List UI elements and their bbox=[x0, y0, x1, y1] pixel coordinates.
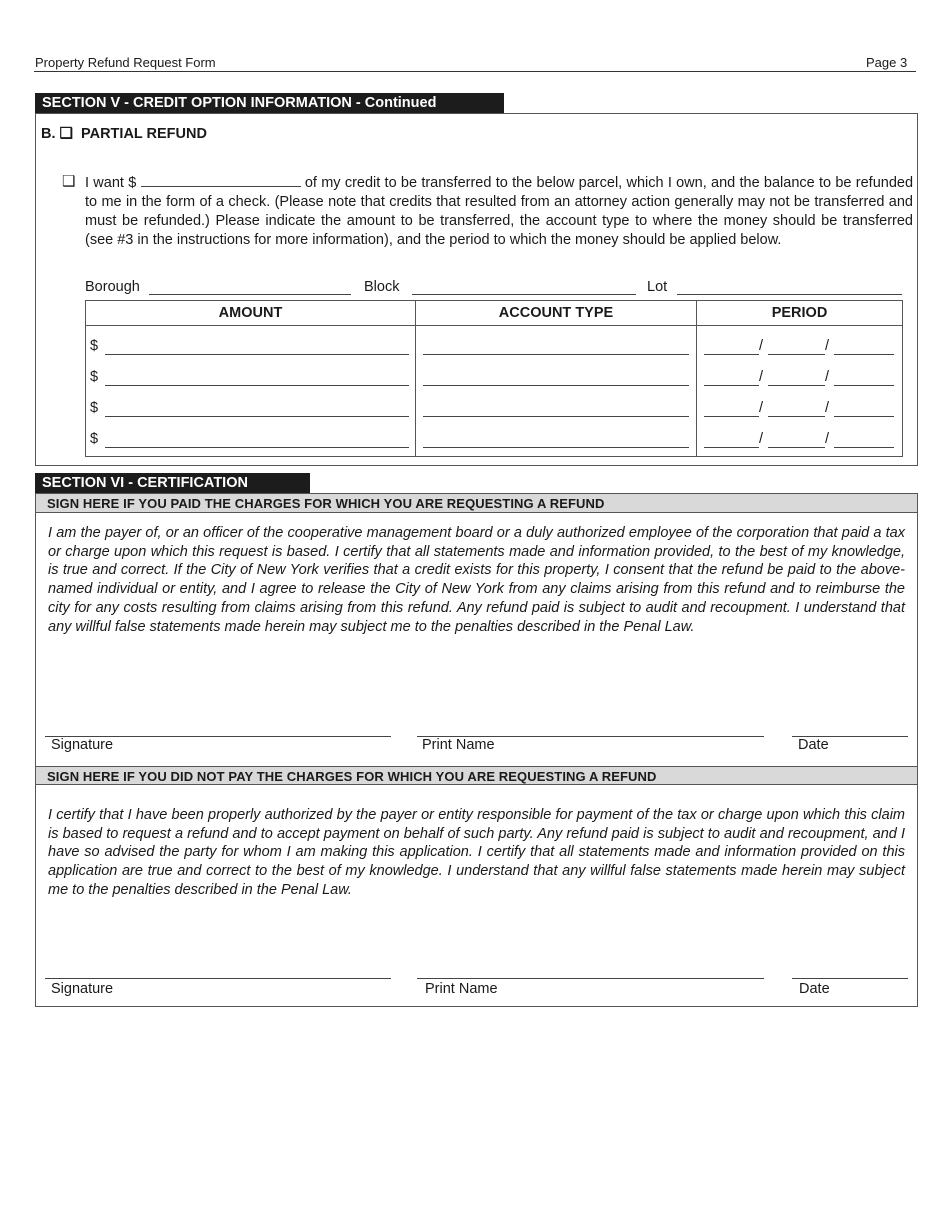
borough-label: Borough bbox=[85, 279, 140, 295]
period-row bbox=[697, 425, 902, 456]
option-label: PARTIAL REFUND bbox=[81, 126, 207, 142]
dollar-sign: $ bbox=[90, 369, 99, 385]
period-slash: / bbox=[759, 400, 764, 416]
amount-column bbox=[86, 326, 416, 457]
not-paid-certification-text: I certify that I have been properly authorized by the payer or entity responsible for payment of the tax or charge upon which this claim is based to request a refund and to accept payment on behalf of such party. Any refund paid is subject to audit and recoupment, and I have so advised the party for whom I am making this application. I certify that all statements made and information provided on this application are true and correct to the best of my knowledge. I understand that any willful false statements made herein may subject me to the penalties described in the Penal Law. bbox=[48, 807, 905, 898]
period-slash: / bbox=[825, 431, 830, 447]
paid-signature-label: Signature bbox=[51, 737, 114, 753]
want-prefix: I want $ bbox=[85, 175, 137, 191]
account-type-row bbox=[416, 332, 696, 363]
section-5-box bbox=[35, 113, 918, 466]
amount-row bbox=[86, 394, 415, 425]
lot-label: Lot bbox=[647, 279, 668, 295]
paid-date-label: Date bbox=[798, 737, 829, 753]
account-type-field[interactable] bbox=[423, 385, 689, 386]
period-slash: / bbox=[825, 369, 830, 385]
period-slash: / bbox=[759, 369, 764, 385]
period-month-field[interactable] bbox=[704, 385, 759, 386]
period-slash: / bbox=[759, 431, 764, 447]
period-column bbox=[697, 326, 903, 457]
dollar-sign: $ bbox=[90, 431, 99, 447]
not-paid-print-name-label: Print Name bbox=[425, 981, 498, 997]
paid-certification-text: I am the payer of, or an officer of the cooperative management board or a duly authorized employee of the corporation that paid a tax or charge upon which this request is based. I certify that all statements made and information provided, to the best of my knowledge, is true and correct. If the City of New York verifies that a credit exists for this property, I consent that the refund be paid to the above-named individual or entity, and I agree to release the City of New York from any claims arising from this refund and to reimburse the city for any costs resulting from claims arising from this refund. Any refund paid is subject to audit and recoupment. I understand that any willful false statements made herein may subject me to the penalties described in the Penal Law. bbox=[48, 525, 905, 635]
period-month-field[interactable] bbox=[704, 447, 759, 448]
dollar-sign: $ bbox=[90, 338, 99, 354]
block-field[interactable] bbox=[412, 294, 636, 295]
amount-row bbox=[86, 425, 415, 456]
not-paid-sign-header: SIGN HERE IF YOU DID NOT PAY THE CHARGES FOR WHICH YOU ARE REQUESTING A REFUND bbox=[36, 766, 917, 785]
account-type-field[interactable] bbox=[423, 354, 689, 355]
amount-field[interactable] bbox=[105, 354, 409, 355]
amount-field[interactable] bbox=[105, 447, 409, 448]
paid-print-name-label: Print Name bbox=[422, 737, 495, 753]
lot-field[interactable] bbox=[677, 294, 902, 295]
not-paid-date-label: Date bbox=[799, 981, 830, 997]
header-rule bbox=[34, 71, 916, 72]
section-6-box bbox=[35, 493, 918, 1007]
period-day-field[interactable] bbox=[768, 447, 825, 448]
section-5-title: SECTION V - CREDIT OPTION INFORMATION - Continued bbox=[35, 93, 504, 113]
period-row bbox=[697, 332, 902, 363]
not-paid-date-line[interactable] bbox=[792, 978, 908, 979]
not-paid-print-name-line[interactable] bbox=[417, 978, 764, 979]
amount-row bbox=[86, 332, 415, 363]
period-year-field[interactable] bbox=[834, 416, 894, 417]
account-type-column bbox=[416, 326, 697, 457]
period-header: PERIOD bbox=[697, 301, 903, 326]
dollar-sign: $ bbox=[90, 400, 99, 416]
partial-refund-checkbox[interactable]: ❑ bbox=[59, 125, 73, 142]
amount-row bbox=[86, 363, 415, 394]
transfer-paragraph bbox=[85, 173, 913, 250]
period-month-field[interactable] bbox=[704, 416, 759, 417]
page-number: Page 3 bbox=[866, 55, 908, 70]
section-6-title: SECTION VI - CERTIFICATION bbox=[35, 473, 310, 493]
account-type-field[interactable] bbox=[423, 416, 689, 417]
account-type-row bbox=[416, 363, 696, 394]
account-type-row bbox=[416, 394, 696, 425]
not-paid-signature-label: Signature bbox=[51, 981, 114, 997]
period-year-field[interactable] bbox=[834, 354, 894, 355]
form-title: Property Refund Request Form bbox=[35, 55, 216, 70]
account-type-header: ACCOUNT TYPE bbox=[416, 301, 697, 326]
not-paid-signature-line[interactable] bbox=[45, 978, 391, 979]
period-year-field[interactable] bbox=[834, 447, 894, 448]
period-slash: / bbox=[825, 338, 830, 354]
want-paragraph-text: of my credit to be transferred to the below parcel, which I own, and the balance to be refunded to me in the form of a check. (Please note that credits that resulted from an attorney action generally may not be transferred and must be refunded.) Please indicate the amount to be transferred, the account type to where the money should be transferred (see #3 in the instructions for more information), and the period to which the money should be applied below. bbox=[85, 175, 914, 248]
borough-field[interactable] bbox=[149, 294, 351, 295]
paid-sign-header: SIGN HERE IF YOU PAID THE CHARGES FOR WHICH YOU ARE REQUESTING A REFUND bbox=[36, 494, 917, 513]
account-type-row bbox=[416, 425, 696, 456]
transfer-checkbox[interactable]: ❑ bbox=[62, 173, 76, 190]
period-day-field[interactable] bbox=[768, 416, 825, 417]
period-row bbox=[697, 363, 902, 394]
account-type-field[interactable] bbox=[423, 447, 689, 448]
option-letter: B. bbox=[41, 126, 56, 142]
period-month-field[interactable] bbox=[704, 354, 759, 355]
amount-field[interactable] bbox=[105, 416, 409, 417]
period-year-field[interactable] bbox=[834, 385, 894, 386]
amount-header: AMOUNT bbox=[86, 301, 416, 326]
partial-refund-option bbox=[41, 124, 207, 142]
period-slash: / bbox=[825, 400, 830, 416]
transfer-amount-field[interactable] bbox=[141, 173, 301, 187]
allocation-table bbox=[85, 300, 903, 457]
period-row bbox=[697, 394, 902, 425]
amount-field[interactable] bbox=[105, 385, 409, 386]
block-label: Block bbox=[364, 279, 400, 295]
period-day-field[interactable] bbox=[768, 354, 825, 355]
period-day-field[interactable] bbox=[768, 385, 825, 386]
period-slash: / bbox=[759, 338, 764, 354]
